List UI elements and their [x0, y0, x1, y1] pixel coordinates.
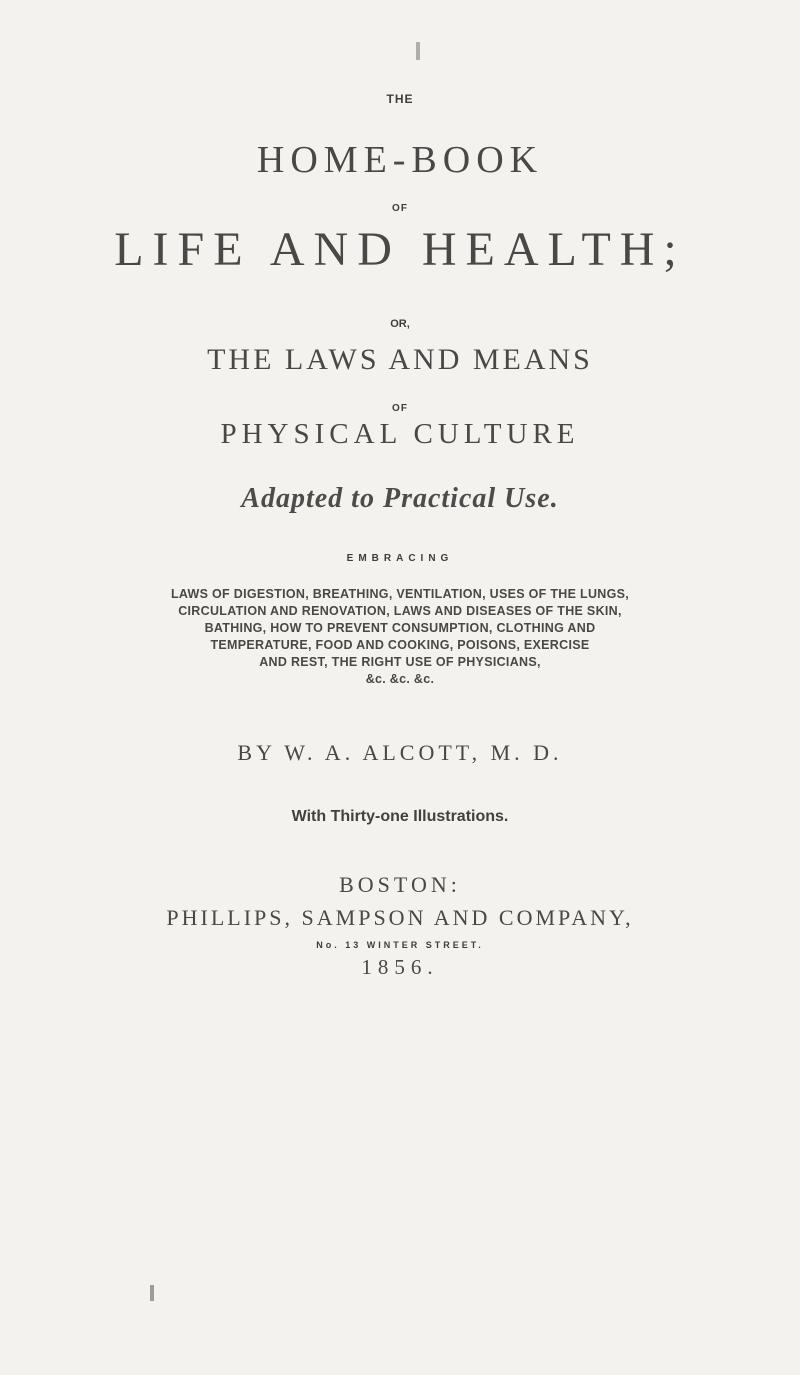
- publisher-address: No. 13 WINTER STREET.: [316, 940, 484, 950]
- subtitle: THE LAWS AND MEANS: [207, 343, 593, 376]
- publication-year: 1856.: [361, 955, 439, 979]
- author-line: BY W. A. ALCOTT, M. D.: [237, 740, 563, 765]
- subjects-line: BATHING, HOW TO PREVENT CONSUMPTION, CLOTHING AND: [204, 621, 596, 635]
- connector-or: OR,: [390, 318, 410, 330]
- subjects-list: [90, 586, 710, 688]
- subjects-line: CIRCULATION AND RENOVATION, LAWS AND DISEASES OF THE SKIN,: [178, 604, 622, 618]
- subjects-line: &c. &c. &c.: [365, 672, 435, 686]
- embracing-label: EMBRACING: [346, 553, 454, 564]
- subjects-line: AND REST, THE RIGHT USE OF PHYSICIANS,: [259, 655, 541, 669]
- subtitle-2: PHYSICAL CULTURE: [220, 418, 580, 450]
- publisher-name: PHILLIPS, SAMPSON AND COMPANY,: [166, 905, 634, 930]
- ink-mark: [150, 1285, 154, 1301]
- subjects-line: TEMPERATURE, FOOD AND COOKING, POISONS, EXERCISE: [210, 638, 590, 652]
- article-the: THE: [386, 92, 414, 106]
- main-title: HOME-BOOK: [256, 139, 544, 181]
- connector-of-1: OF: [392, 203, 408, 214]
- subjects-line: LAWS OF DIGESTION, BREATHING, VENTILATION, USES OF THE LUNGS,: [170, 587, 630, 601]
- illustrations-note: With Thirty-one Illustrations.: [291, 808, 509, 825]
- ink-mark: [416, 42, 420, 60]
- adapted-line: Adapted to Practical Use.: [241, 483, 559, 514]
- publication-city: BOSTON:: [339, 872, 461, 897]
- subject-title: LIFE AND HEALTH;: [114, 223, 686, 276]
- connector-of-2: OF: [392, 403, 408, 414]
